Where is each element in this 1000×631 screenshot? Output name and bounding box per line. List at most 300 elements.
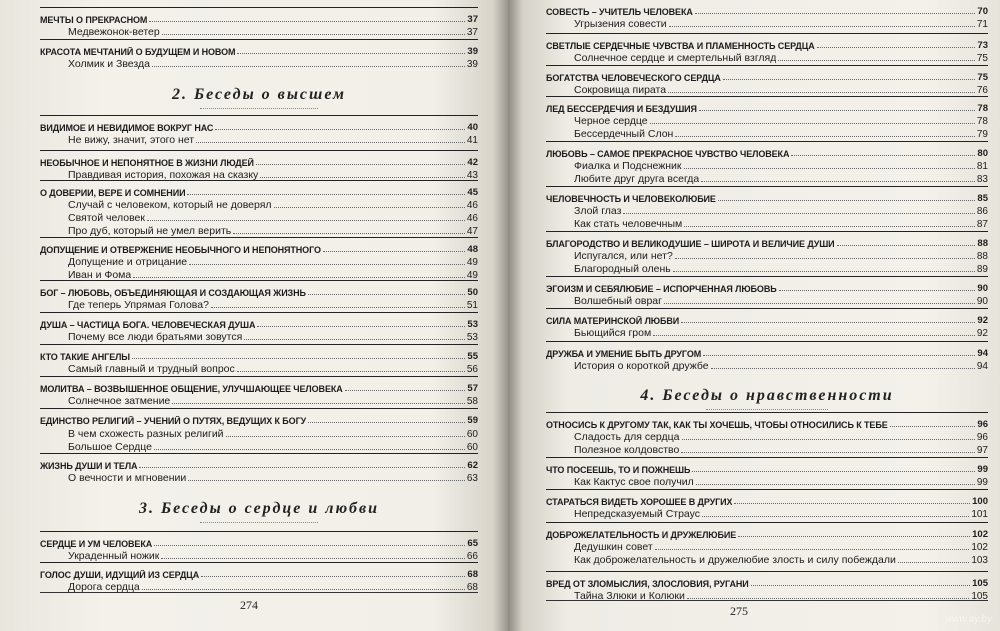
- entry-title: Полезное колдовство: [574, 444, 680, 456]
- entry-page-number: 83: [976, 174, 988, 185]
- entry-title: Самый главный и трудный вопрос: [68, 363, 235, 375]
- toc-story-entry[interactable]: [546, 430, 988, 443]
- dot-leader: [682, 439, 975, 440]
- entry-page-number: 87: [976, 219, 988, 230]
- dot-leader: [718, 200, 976, 201]
- entry-page-number: 89: [976, 264, 988, 275]
- dot-leader: [196, 142, 465, 143]
- chapter-rule: [40, 7, 478, 8]
- entry-title: Любите друг друга всегда: [574, 173, 700, 185]
- toc-left: [40, 0, 478, 631]
- entry-page-number: 60: [466, 442, 478, 453]
- dot-leader: [702, 516, 969, 517]
- dot-leader: [675, 136, 975, 137]
- chapter-rule: [40, 115, 478, 116]
- entry-title: Холмик и Звезда: [68, 58, 150, 70]
- chapter-rule: [546, 489, 988, 490]
- entry-title: Черное сердце: [574, 115, 648, 127]
- dot-leader: [187, 194, 465, 195]
- entry-page-number: 43: [466, 170, 478, 181]
- entry-title: Как стать человечным: [574, 218, 683, 230]
- dot-leader: [201, 576, 465, 577]
- entry-page-number: 94: [977, 348, 988, 359]
- toc-story-entry[interactable]: [546, 507, 988, 520]
- entry-page-number: 92: [977, 315, 988, 326]
- entry-title: СТАРАТЬСЯ ВИДЕТЬ ХОРОШЕЕ В ДРУГИХ: [546, 497, 733, 507]
- dot-leader: [738, 536, 970, 537]
- footer-rule: [40, 592, 478, 593]
- toc-story-entry[interactable]: [546, 17, 988, 30]
- chapter-rule: [40, 562, 478, 563]
- dot-leader: [172, 403, 465, 404]
- toc-story-entry[interactable]: [40, 198, 478, 211]
- section-divider: [200, 522, 318, 523]
- chapter-rule: [40, 237, 478, 238]
- dot-leader: [779, 290, 976, 291]
- entry-page-number: 102: [972, 529, 988, 540]
- entry-title: Не вижу, значит, этого нет: [68, 134, 195, 146]
- footer-rule: [546, 600, 988, 601]
- toc-chapter-entry[interactable]: [546, 462, 988, 475]
- entry-title: Дорога сердца: [68, 581, 140, 593]
- section-divider: [200, 108, 318, 109]
- toc-story-entry[interactable]: [40, 255, 478, 268]
- entry-title: Солнечное затмение: [68, 395, 171, 407]
- entry-title: Как Кактус свое получил: [574, 476, 694, 488]
- chapter-rule: [40, 39, 478, 40]
- toc-story-entry[interactable]: [546, 159, 988, 172]
- entry-page-number: 49: [466, 257, 478, 268]
- section-heading: 4. Беседы о нравственности: [640, 387, 894, 404]
- toc-chapter-entry[interactable]: [546, 494, 988, 507]
- toc-story-entry[interactable]: [546, 172, 988, 185]
- dot-leader: [308, 294, 466, 295]
- entry-title: Правдивая история, похожая на сказку: [68, 169, 259, 181]
- entry-page-number: 45: [467, 187, 478, 198]
- toc-chapter-entry[interactable]: [40, 349, 478, 362]
- entry-title: Злой глаз: [574, 205, 622, 217]
- entry-title: Где теперь Упрямая Голова?: [68, 299, 209, 311]
- entry-page-number: 105: [972, 578, 988, 589]
- entry-page-number: 92: [976, 328, 988, 339]
- chapter-rule: [546, 65, 988, 66]
- entry-title: БОГАТСТВА ЧЕЛОВЕЧЕСКОГО СЕРДЦА: [546, 73, 721, 83]
- toc-right: [546, 0, 988, 631]
- toc-story-entry[interactable]: [40, 440, 478, 453]
- entry-title: Сладость для сердца: [574, 431, 680, 443]
- entry-title: Непредсказуемый Страус: [574, 508, 701, 520]
- dot-leader: [154, 545, 465, 546]
- dot-leader: [723, 79, 976, 80]
- entry-title: Солнечное сердце и смертельный взгляд: [574, 52, 777, 64]
- dot-leader: [345, 390, 466, 391]
- toc-chapter-entry[interactable]: [40, 242, 478, 255]
- entry-page-number: 46: [466, 200, 478, 211]
- toc-chapter-entry[interactable]: [546, 70, 988, 83]
- toc-story-entry[interactable]: [546, 83, 988, 96]
- toc-chapter-entry[interactable]: [40, 120, 478, 133]
- toc-story-entry[interactable]: [40, 549, 478, 562]
- chapter-rule: [40, 180, 478, 181]
- entry-page-number: 46: [466, 213, 478, 224]
- entry-title: ДУША – ЧАСТИЦА БОГА. ЧЕЛОВЕЧЕСКАЯ ДУША: [40, 320, 256, 330]
- toc-story-entry[interactable]: [40, 362, 478, 375]
- entry-title: Про дуб, который не умел верить: [68, 225, 232, 237]
- toc-chapter-entry[interactable]: [40, 185, 478, 198]
- entry-page-number: 97: [976, 445, 988, 456]
- dot-leader: [890, 426, 976, 427]
- entry-title: Допущение и отрицание: [68, 256, 188, 268]
- chapter-rule: [546, 341, 988, 342]
- toc-chapter-entry[interactable]: [546, 4, 988, 17]
- entry-page-number: 99: [976, 477, 988, 488]
- entry-title: ЧЕЛОВЕЧНОСТЬ И ЧЕЛОВЕКОЛЮБИЕ: [546, 194, 716, 204]
- entry-title: ЖИЗНЬ ДУШИ И ТЕЛА: [40, 461, 138, 471]
- entry-page-number: 50: [467, 287, 478, 298]
- toc-chapter-entry[interactable]: [546, 313, 988, 326]
- dot-leader: [323, 251, 466, 252]
- dot-leader: [898, 562, 969, 563]
- dot-leader: [132, 358, 465, 359]
- section-heading: 2. Беседы о высшем: [171, 86, 347, 103]
- dot-leader: [692, 471, 975, 472]
- entry-page-number: 56: [466, 364, 478, 375]
- entry-title: Угрызения совести: [574, 18, 667, 30]
- dot-leader: [152, 66, 465, 67]
- dot-leader: [650, 123, 975, 124]
- chapter-rule: [546, 276, 988, 277]
- entry-page-number: 41: [466, 135, 478, 146]
- entry-title: О ДОВЕРИИ, ВЕРЕ И СОМНЕНИИ: [40, 188, 186, 198]
- dot-leader: [139, 467, 465, 468]
- chapter-rule: [546, 522, 988, 523]
- entry-page-number: 73: [977, 40, 988, 51]
- entry-title: ОТНОСИСЬ К ДРУГОМУ ТАК, КАК ТЫ ХОЧЕШЬ, ЧТОБЫ ОТНОСИЛИСЬ К ТЕБЕ: [546, 420, 888, 430]
- toc-chapter-entry[interactable]: [546, 38, 988, 51]
- toc-story-entry[interactable]: [546, 217, 988, 230]
- chapter-rule: [40, 376, 478, 377]
- dot-leader: [681, 452, 975, 453]
- toc-story-entry[interactable]: [40, 224, 478, 237]
- toc-chapter-entry[interactable]: [546, 146, 988, 159]
- entry-title: Испугался, или нет?: [574, 250, 673, 262]
- toc-story-entry[interactable]: [546, 540, 988, 553]
- entry-title: Украденный ножик: [68, 550, 160, 562]
- entry-page-number: 81: [976, 161, 988, 172]
- dot-leader: [215, 129, 465, 130]
- toc-story-entry[interactable]: [40, 427, 478, 440]
- dot-leader: [664, 303, 975, 304]
- entry-title: Тайна Злюки и Колюки: [574, 590, 685, 602]
- entry-title: ДОПУЩЕНИЕ И ОТВЕРЖЕНИЕ НЕОБЫЧНОГО И НЕПОНЯТНОГО: [40, 245, 321, 255]
- entry-title: СЕРДЦЕ И УМ ЧЕЛОВЕКА: [40, 539, 153, 549]
- toc-story-entry[interactable]: [40, 330, 478, 343]
- entry-page-number: 40: [467, 122, 478, 133]
- toc-story-entry[interactable]: [40, 471, 478, 484]
- entry-page-number: 101: [971, 509, 988, 520]
- section-heading: 3. Беседы о сердце и любви: [138, 500, 379, 517]
- entry-page-number: 75: [977, 72, 988, 83]
- entry-title: СВЕТЛЫЕ СЕРДЕЧНЫЕ ЧУВСТВА И ПЛАМЕННОСТЬ СЕРДЦА: [546, 41, 815, 51]
- toc-story-entry[interactable]: [546, 359, 988, 372]
- chapter-rule: [546, 186, 988, 187]
- entry-title: Бьющийся гром: [574, 327, 652, 339]
- dot-leader: [669, 26, 975, 27]
- dot-leader: [701, 181, 975, 182]
- entry-title: Почему все люди братьями зовутся: [68, 331, 243, 343]
- toc-chapter-entry[interactable]: [40, 536, 478, 549]
- entry-page-number: 94: [976, 361, 988, 372]
- toc-chapter-entry[interactable]: [546, 236, 988, 249]
- dot-leader: [699, 110, 976, 111]
- dot-leader: [696, 484, 975, 485]
- entry-page-number: 49: [466, 270, 478, 281]
- toc-story-entry[interactable]: [40, 298, 478, 311]
- toc-chapter-entry[interactable]: [546, 101, 988, 114]
- toc-story-entry[interactable]: [546, 249, 988, 262]
- entry-page-number: 68: [467, 569, 478, 580]
- entry-page-number: 88: [977, 238, 988, 249]
- entry-title: ЧТО ПОСЕЕШЬ, ТО И ПОЖНЕШЬ: [546, 465, 691, 475]
- dot-leader: [274, 207, 465, 208]
- toc-chapter-entry[interactable]: [40, 317, 478, 330]
- toc-chapter-entry[interactable]: [546, 527, 988, 540]
- entry-page-number: 78: [977, 103, 988, 114]
- entry-page-number: 99: [977, 464, 988, 475]
- chapter-rule: [546, 96, 988, 97]
- entry-page-number: 68: [466, 582, 478, 593]
- dot-leader: [162, 34, 465, 35]
- entry-title: ЛЮБОВЬ – САМОЕ ПРЕКРАСНОЕ ЧУВСТВО ЧЕЛОВЕКА: [546, 149, 790, 159]
- chapter-rule: [40, 531, 478, 532]
- dot-leader: [237, 53, 465, 54]
- chapter-rule: [40, 280, 478, 281]
- toc-chapter-entry[interactable]: [546, 576, 988, 589]
- entry-title: ВРЕД ОТ ЗЛОМЫСЛИЯ, ЗЛОСЛОВИЯ, РУГАНИ: [546, 579, 749, 589]
- toc-chapter-entry[interactable]: [546, 281, 988, 294]
- entry-title: Святой человек: [68, 212, 145, 224]
- entry-page-number: 55: [467, 351, 478, 362]
- dot-leader: [257, 326, 465, 327]
- entry-page-number: 60: [466, 429, 478, 440]
- entry-page-number: 80: [977, 148, 988, 159]
- entry-title: СОВЕСТЬ – УЧИТЕЛЬ ЧЕЛОВЕКА: [546, 7, 693, 17]
- entry-page-number: 100: [972, 496, 988, 507]
- chapter-rule: [546, 33, 988, 34]
- entry-title: ЕДИНСТВО РЕЛИГИЙ – УЧЕНИЙ О ПУТЯХ, ВЕДУЩИХ К БОГУ: [40, 416, 307, 426]
- entry-page-number: 48: [467, 244, 478, 255]
- entry-title: Волшебный овраг: [574, 295, 662, 307]
- entry-title: ДРУЖБА И УМЕНИЕ БЫТЬ ДРУГОМ: [546, 349, 702, 359]
- dot-leader: [695, 13, 976, 14]
- chapter-rule: [40, 344, 478, 345]
- toc-story-entry[interactable]: [40, 394, 478, 407]
- entry-title: Медвежонок-ветер: [68, 26, 160, 38]
- entry-page-number: 78: [976, 116, 988, 127]
- toc-story-entry[interactable]: [546, 204, 988, 217]
- dot-leader: [684, 168, 975, 169]
- entry-page-number: 70: [977, 6, 988, 17]
- entry-page-number: 96: [976, 432, 988, 443]
- entry-page-number: 79: [976, 129, 988, 140]
- entry-page-number: 53: [466, 332, 478, 343]
- entry-page-number: 37: [467, 14, 478, 25]
- toc-story-entry[interactable]: [546, 553, 988, 566]
- entry-title: НЕОБЫЧНОЕ И НЕПОНЯТНОЕ В ЖИЗНИ ЛЮДЕЙ: [40, 158, 254, 168]
- dot-leader: [684, 226, 975, 227]
- toc-story-entry[interactable]: [546, 443, 988, 456]
- toc-chapter-entry[interactable]: [546, 417, 988, 430]
- dot-leader: [142, 589, 465, 590]
- entry-title: Бессердечный Слон: [574, 128, 674, 140]
- chapter-rule: [546, 571, 988, 572]
- dot-leader: [189, 264, 465, 265]
- dot-leader: [260, 177, 465, 178]
- dot-leader: [687, 598, 969, 599]
- entry-page-number: 51: [466, 300, 478, 311]
- entry-title: О вечности и мгновении: [68, 472, 187, 484]
- entry-title: В чем схожесть разных религий: [68, 428, 224, 440]
- toc-story-entry[interactable]: [546, 475, 988, 488]
- toc-chapter-entry[interactable]: [546, 346, 988, 359]
- entry-title: Благородный олень: [574, 263, 671, 275]
- dot-leader: [623, 213, 974, 214]
- dot-leader: [226, 436, 465, 437]
- entry-page-number: 90: [977, 283, 988, 294]
- toc-story-entry[interactable]: [546, 114, 988, 127]
- dot-leader: [668, 92, 975, 93]
- toc-story-entry[interactable]: [40, 57, 478, 70]
- entry-page-number: 66: [466, 551, 478, 562]
- dot-leader: [147, 220, 465, 221]
- entry-title: ЭГОИЗМ И СЕБЯЛЮБИЕ – ИСПОРЧЕННАЯ ЛЮБОВЬ: [546, 284, 777, 294]
- toc-chapter-entry[interactable]: [40, 381, 478, 394]
- entry-title: КРАСОТА МЕЧТАНИЙ О БУДУЩЕМ И НОВОМ: [40, 47, 236, 57]
- entry-page-number: 39: [466, 59, 478, 70]
- entry-title: Иван и Фома: [68, 269, 132, 281]
- toc-chapter-entry[interactable]: [40, 458, 478, 471]
- dot-leader: [256, 164, 466, 165]
- entry-page-number: 76: [976, 85, 988, 96]
- chapter-rule: [546, 141, 988, 142]
- dot-leader: [817, 47, 976, 48]
- entry-page-number: 57: [467, 383, 478, 394]
- entry-title: Большое Сердце: [68, 441, 152, 453]
- dot-leader: [154, 449, 465, 450]
- entry-page-number: 58: [466, 396, 478, 407]
- entry-title: БОГ – ЛЮБОВЬ, ОБЪЕДИНЯЮЩАЯ И СОЗДАЮЩАЯ ЖИЗНЬ: [40, 288, 306, 298]
- dot-leader: [308, 422, 465, 423]
- chapter-rule: [546, 412, 988, 413]
- watermark: www.ay.by: [944, 614, 992, 625]
- section-divider: [706, 409, 828, 410]
- toc-chapter-entry[interactable]: [40, 567, 478, 580]
- toc-chapter-entry[interactable]: [40, 155, 478, 168]
- toc-story-entry[interactable]: [40, 133, 478, 146]
- entry-page-number: 90: [976, 296, 988, 307]
- dot-leader: [133, 277, 465, 278]
- entry-page-number: 47: [466, 226, 478, 237]
- toc-story-entry[interactable]: [546, 294, 988, 307]
- chapter-rule: [40, 150, 478, 151]
- dot-leader: [233, 233, 465, 234]
- entry-page-number: 39: [467, 46, 478, 57]
- toc-chapter-entry[interactable]: [40, 285, 478, 298]
- entry-page-number: 103: [971, 555, 988, 566]
- toc-story-entry[interactable]: [40, 25, 478, 38]
- entry-title: ДОБРОЖЕЛАТЕЛЬНОСТЬ И ДРУЖЕЛЮБИЕ: [546, 530, 737, 540]
- dot-leader: [149, 21, 465, 22]
- right-page: [508, 0, 1000, 631]
- dot-leader: [837, 245, 976, 246]
- entry-title: История о короткой дружбе: [574, 360, 709, 372]
- dot-leader: [681, 322, 975, 323]
- entry-title: ВИДИМОЕ И НЕВИДИМОЕ ВОКРУГ НАС: [40, 123, 214, 133]
- entry-title: КТО ТАКИЕ АНГЕЛЫ: [40, 352, 131, 362]
- chapter-rule: [546, 308, 988, 309]
- page-number: 275: [730, 604, 748, 618]
- entry-title: Как доброжелательность и дружелюбие злость и силу побеждали: [574, 554, 896, 566]
- entry-title: МЕЧТЫ О ПРЕКРАСНОМ: [40, 15, 148, 25]
- page-number: 274: [240, 598, 258, 612]
- dot-leader: [653, 335, 975, 336]
- entry-title: Дедушкин совет: [574, 541, 653, 553]
- dot-leader: [711, 368, 975, 369]
- dot-leader: [237, 371, 465, 372]
- entry-page-number: 88: [976, 251, 988, 262]
- dot-leader: [734, 503, 970, 504]
- entry-title: Сокровища пирата: [574, 84, 667, 96]
- entry-page-number: 59: [467, 415, 478, 426]
- chapter-rule: [546, 231, 988, 232]
- entry-title: БЛАГОРОДСТВО И ВЕЛИКОДУШИЕ – ШИРОТА И ВЕЛИЧИЕ ДУШИ: [546, 239, 835, 249]
- dot-leader: [791, 155, 975, 156]
- toc-chapter-entry[interactable]: [40, 413, 478, 426]
- chapter-rule: [546, 457, 988, 458]
- entry-page-number: 62: [467, 460, 478, 471]
- entry-page-number: 71: [976, 19, 988, 30]
- toc-story-entry[interactable]: [40, 211, 478, 224]
- chapter-rule: [40, 312, 478, 313]
- toc-chapter-entry[interactable]: [40, 12, 478, 25]
- entry-page-number: 105: [971, 591, 988, 602]
- entry-page-number: 102: [971, 542, 988, 553]
- toc-chapter-entry[interactable]: [40, 44, 478, 57]
- entry-page-number: 86: [976, 206, 988, 217]
- dot-leader: [188, 480, 465, 481]
- entry-title: Случай с человеком, который не доверял: [68, 199, 272, 211]
- dot-leader: [211, 307, 465, 308]
- dot-leader: [751, 585, 971, 586]
- dot-leader: [161, 558, 465, 559]
- entry-page-number: 53: [467, 319, 478, 330]
- dot-leader: [675, 258, 975, 259]
- toc-story-entry[interactable]: [546, 51, 988, 64]
- entry-page-number: 65: [467, 538, 478, 549]
- dot-leader: [703, 355, 975, 356]
- entry-title: ЛЕД БЕССЕРДЕЧИЯ И БЕЗДУШИЯ: [546, 104, 697, 114]
- toc-story-entry[interactable]: [546, 326, 988, 339]
- entry-page-number: 37: [466, 27, 478, 38]
- toc-chapter-entry[interactable]: [546, 191, 988, 204]
- entry-title: ГОЛОС ДУШИ, ИДУЩИЙ ИЗ СЕРДЦА: [40, 570, 200, 580]
- toc-story-entry[interactable]: [546, 127, 988, 140]
- entry-page-number: 75: [976, 53, 988, 64]
- entry-page-number: 42: [467, 157, 478, 168]
- chapter-rule: [40, 408, 478, 409]
- toc-story-entry[interactable]: [546, 262, 988, 275]
- chapter-rule: [40, 453, 478, 454]
